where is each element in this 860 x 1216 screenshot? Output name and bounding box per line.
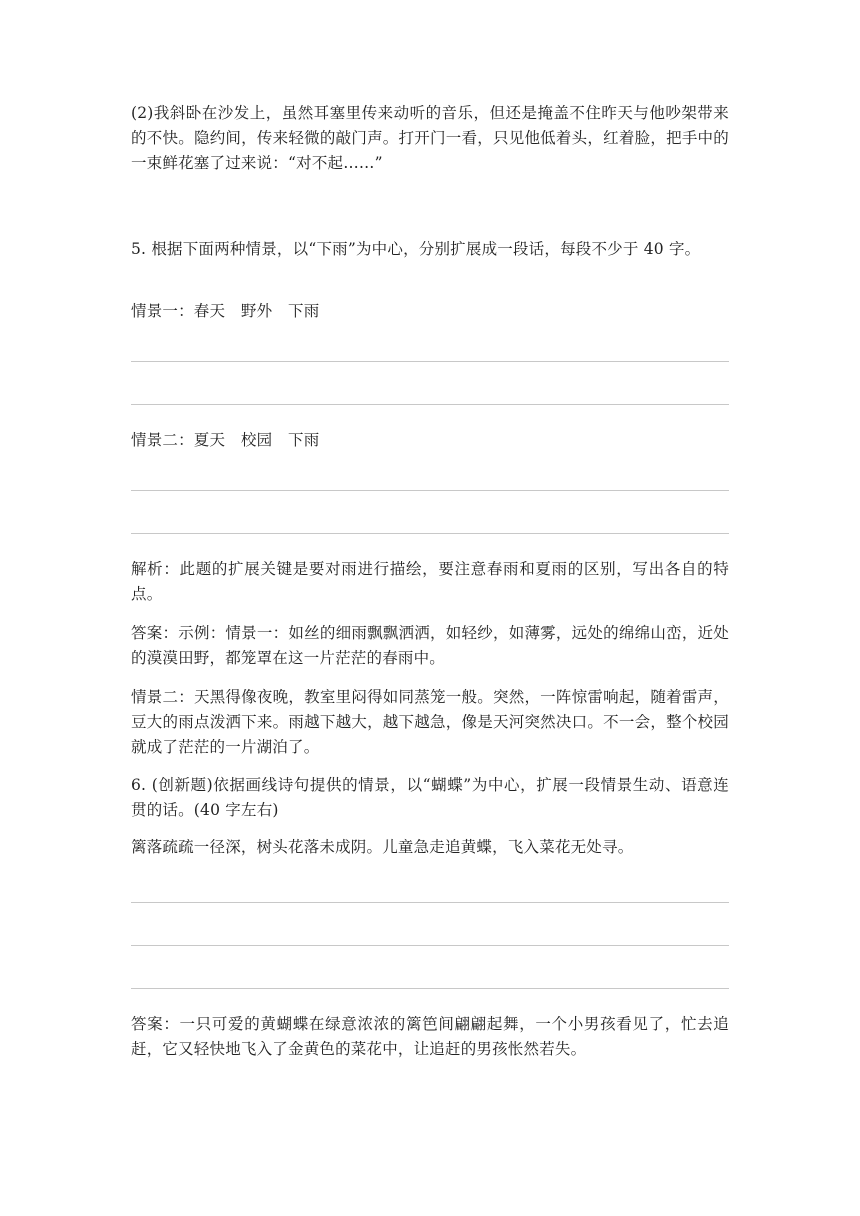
q5-scene-2: 情景二：夏天 校园 下雨 <box>131 431 320 449</box>
q6-answer: 答案：一只可爱的黄蝴蝶在绿意浓浓的篱笆间翩翩起舞，一个小男孩看见了，忙去追赶，它又轻快地飞入了金黄色的菜花中，让追赶的男孩怅然若失。 <box>131 1015 729 1058</box>
q6-question: 6. (创新题)依据画线诗句提供的情景，以“蝴蝶”为中心，扩展一段情景生动、语意连贯的话。(40 字左右) <box>131 776 729 819</box>
q4-item-2: (2)我斜卧在沙发上，虽然耳塞里传来动听的音乐，但还是掩盖不住昨天与他吵架带来的不快。隐约间，传来轻微的敲门声。打开门一看，只见他低着头，红着脸，把手中的一束鲜花塞了过来说：“对不起……” <box>131 104 729 172</box>
q6-poem: 篱落疏疏一径深，树头花落未成阴。儿童急走追黄蝶，飞入菜花无处寻。 <box>131 838 634 856</box>
answer-line <box>131 404 729 405</box>
answer-line <box>131 361 729 362</box>
answer-line <box>131 945 729 946</box>
q5-answer-2: 情景二：天黑得像夜晚，教室里闷得如同蒸笼一般。突然，一阵惊雷响起，随着雷声，豆大的雨点泼洒下来。雨越下越大，越下越急，像是天河突然决口。不一会，整个校园就成了茫茫的一片湖泊了。 <box>131 688 729 756</box>
answer-line <box>131 533 729 534</box>
answer-line <box>131 902 729 903</box>
answer-line <box>131 490 729 491</box>
q5-analysis: 解析：此题的扩展关键是要对雨进行描绘，要注意春雨和夏雨的区别，写出各自的特点。 <box>131 560 729 603</box>
q5-question: 5. 根据下面两种情景，以“下雨”为中心，分别扩展成一段话，每段不少于 40 字。 <box>131 240 701 258</box>
q5-scene-1: 情景一：春天 野外 下雨 <box>131 302 320 320</box>
answer-line <box>131 988 729 989</box>
q5-answer-1: 答案：示例：情景一：如丝的细雨飘飘洒洒，如轻纱，如薄雾，远处的绵绵山峦，近处的漠漠田野，都笼罩在这一片茫茫的春雨中。 <box>131 624 729 667</box>
